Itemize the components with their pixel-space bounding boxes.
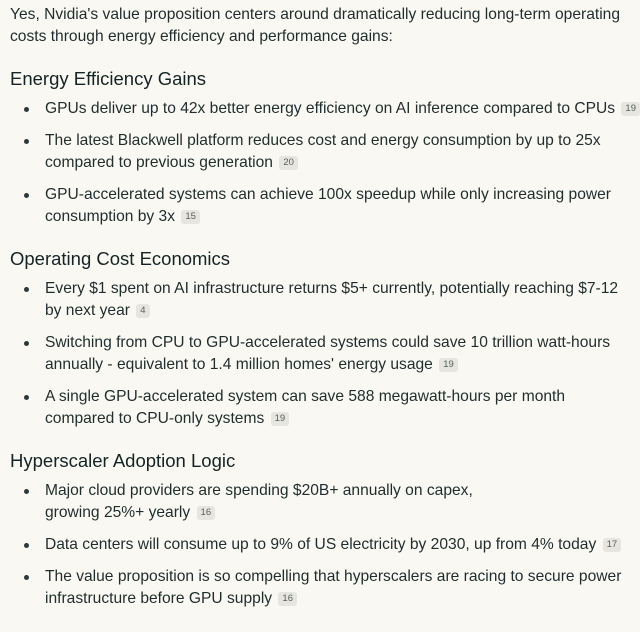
bullet-icon [24, 575, 29, 580]
list-item-text: Every $1 spent on AI infrastructure returns $5+ currently, potentially reaching $7-12 by next year [45, 280, 619, 319]
list-item [10, 566, 630, 610]
list-item-text: Switching from CPU to GPU-accelerated systems could save 10 trillion watt-hours annually - equivalent to 1.4 million homes' energy usage [45, 334, 611, 373]
citation-badge[interactable]: 16 [197, 506, 216, 520]
list-item-text: Data centers will consume up to 9% of US electricity by 2030, up from 4% today [45, 536, 597, 553]
list-item [10, 480, 630, 524]
list-item [10, 386, 630, 430]
list-item-text: GPUs deliver up to 42x better energy efficiency on AI inference compared to CPUs [45, 100, 616, 117]
bullet-icon [24, 543, 29, 548]
list-item-text: The value proposition is so compelling that hyperscalers are racing to secure power infrastructure before GPU supply [45, 568, 622, 607]
list-item-text: Major cloud providers are spending $20B+ annually on capex, growing 25%+ yearly [45, 482, 473, 521]
list-item-text: The latest Blackwell platform reduces cost and energy consumption by up to 25x compared to previous generation [45, 132, 601, 171]
citation-badge[interactable]: 16 [278, 592, 297, 606]
section-heading-hyperscaler-adoption: Hyperscaler Adoption Logic [10, 450, 236, 471]
bullet-icon [24, 287, 29, 292]
bullet-icon [24, 489, 29, 494]
citation-badge[interactable]: 17 [603, 538, 622, 552]
citation-badge[interactable]: 19 [621, 102, 640, 116]
citation-badge[interactable]: 20 [279, 156, 298, 170]
bullet-list-operating-cost [10, 278, 630, 430]
intro-paragraph: Yes, Nvidia's value proposition centers around dramatically reducing long-term operating costs through energy efficiency and performance gains: [10, 6, 621, 45]
list-item-text: GPU-accelerated systems can achieve 100x speedup while only increasing power consumption by 3x [45, 186, 612, 225]
bullet-list-energy-efficiency [10, 98, 636, 228]
list-item [10, 130, 630, 174]
list-item [10, 98, 636, 120]
citation-badge[interactable]: 4 [136, 304, 149, 318]
section-heading-energy-efficiency: Energy Efficiency Gains [10, 68, 207, 89]
bullet-icon [24, 341, 29, 346]
list-item [10, 534, 630, 556]
citation-badge[interactable]: 19 [439, 358, 458, 372]
bullet-list-hyperscaler-adoption [10, 480, 630, 610]
list-item [10, 184, 630, 228]
list-item-text: A single GPU-accelerated system can save 588 megawatt-hours per month compared to CPU-only systems [45, 388, 566, 427]
list-item [10, 332, 630, 376]
bullet-icon [24, 395, 29, 400]
section-heading-operating-cost: Operating Cost Economics [10, 248, 231, 269]
citation-badge[interactable]: 19 [271, 412, 290, 426]
bullet-icon [24, 107, 29, 112]
bullet-icon [24, 139, 29, 144]
citation-badge[interactable]: 15 [181, 210, 200, 224]
list-item [10, 278, 630, 322]
bullet-icon [24, 193, 29, 198]
